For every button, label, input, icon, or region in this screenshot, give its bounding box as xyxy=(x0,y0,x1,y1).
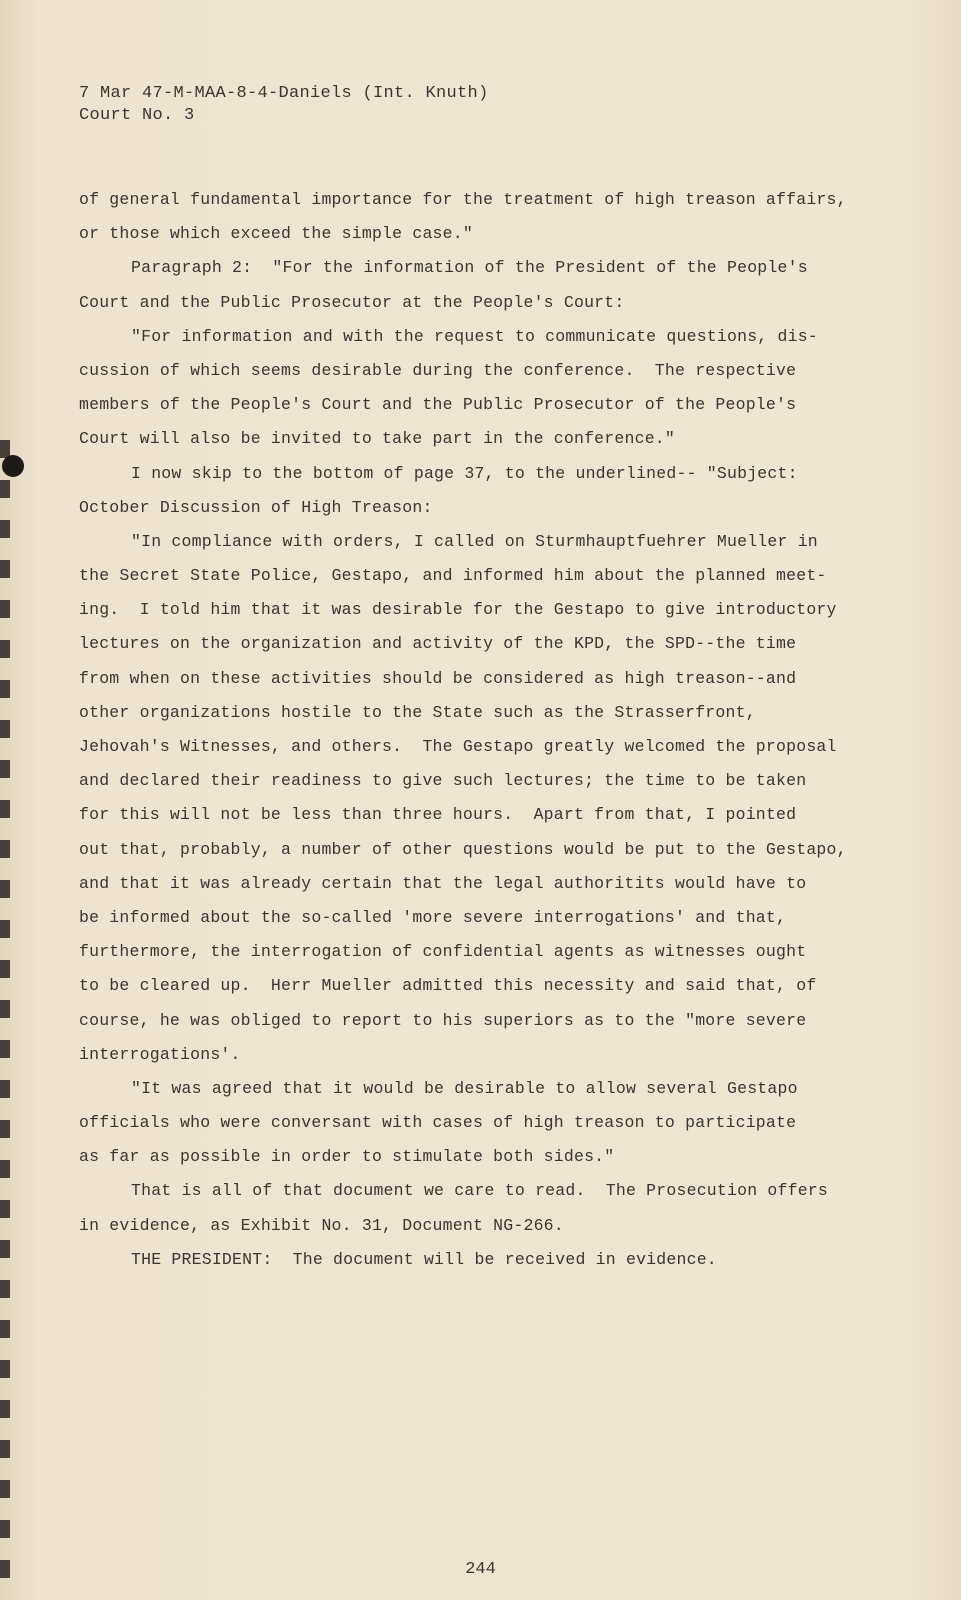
transcript-line: the Secret State Police, Gestapo, and informed him about the planned meet- xyxy=(79,566,827,586)
ink-blot xyxy=(2,455,24,477)
transcript-line: members of the People's Court and the Public Prosecutor of the People's xyxy=(79,395,797,415)
transcript-line: and that it was already certain that the legal authoritits would have to xyxy=(79,873,807,893)
transcript-line: for this will not be less than three hours. Apart from that, I pointed xyxy=(79,805,797,825)
header-session-line: 7 Mar 47-M-MAA-8-4-Daniels (Int. Knuth) xyxy=(79,84,489,103)
transcript-line: course, he was obliged to report to his superiors as to the "more severe xyxy=(79,1010,807,1030)
binding-edge-marks xyxy=(0,440,10,1600)
header-court-line: Court No. 3 xyxy=(79,106,195,125)
transcript-line: in evidence, as Exhibit No. 31, Document NG-266. xyxy=(79,1215,564,1235)
document-header xyxy=(79,83,489,127)
transcript-line: or those which exceed the simple case." xyxy=(79,224,473,244)
transcript-line: as far as possible in order to stimulate both sides." xyxy=(79,1147,615,1167)
transcript-line: Court will also be invited to take part in the conference." xyxy=(79,429,675,449)
transcript-line: furthermore, the interrogation of confidential agents as witnesses ought xyxy=(79,942,807,962)
transcript-body xyxy=(79,183,879,1277)
transcript-line: from when on these activities should be considered as high treason--and xyxy=(79,668,797,688)
transcript-line: out that, probably, a number of other questions would be put to the Gestapo, xyxy=(79,839,847,859)
transcript-line: October Discussion of High Treason: xyxy=(79,497,433,517)
transcript-line: I now skip to the bottom of page 37, to the underlined-- "Subject: xyxy=(131,463,798,483)
transcript-line: of general fundamental importance for the treatment of high treason affairs, xyxy=(79,190,847,209)
transcript-line: cussion of which seems desirable during the conference. The respective xyxy=(79,360,797,380)
transcript-line: "It was agreed that it would be desirable to allow several Gestapo xyxy=(131,1078,798,1098)
transcript-line: Paragraph 2: "For the information of the President of the People's xyxy=(131,258,808,278)
transcript-line: "In compliance with orders, I called on Sturmhauptfuehrer Mueller in xyxy=(131,531,818,551)
transcript-line: to be cleared up. Herr Mueller admitted this necessity and said that, of xyxy=(79,976,817,996)
transcript-line: interrogations'. xyxy=(79,1044,241,1064)
transcript-line: "For information and with the request to communicate questions, dis- xyxy=(131,326,818,346)
transcript-line: That is all of that document we care to read. The Prosecution offers xyxy=(131,1181,829,1201)
transcript-line: Jehovah's Witnesses, and others. The Gestapo greatly welcomed the proposal xyxy=(79,737,837,756)
transcript-line: lectures on the organization and activity of the KPD, the SPD--the time xyxy=(79,634,797,654)
transcript-line: be informed about the so-called 'more severe interrogations' and that, xyxy=(79,907,787,927)
transcript-line: THE PRESIDENT: The document will be received in evidence. xyxy=(131,1249,717,1269)
transcript-line: ing. I told him that it was desirable for the Gestapo to give introductory xyxy=(79,600,837,620)
transcript-line: other organizations hostile to the State such as the Strasserfront, xyxy=(79,702,756,722)
transcript-line: and declared their readiness to give such lectures; the time to be taken xyxy=(79,771,807,791)
transcript-line: Court and the Public Prosecutor at the People's Court: xyxy=(79,292,625,312)
page-number: 244 xyxy=(465,1560,496,1579)
transcript-line: officials who were conversant with cases of high treason to participate xyxy=(79,1113,797,1133)
